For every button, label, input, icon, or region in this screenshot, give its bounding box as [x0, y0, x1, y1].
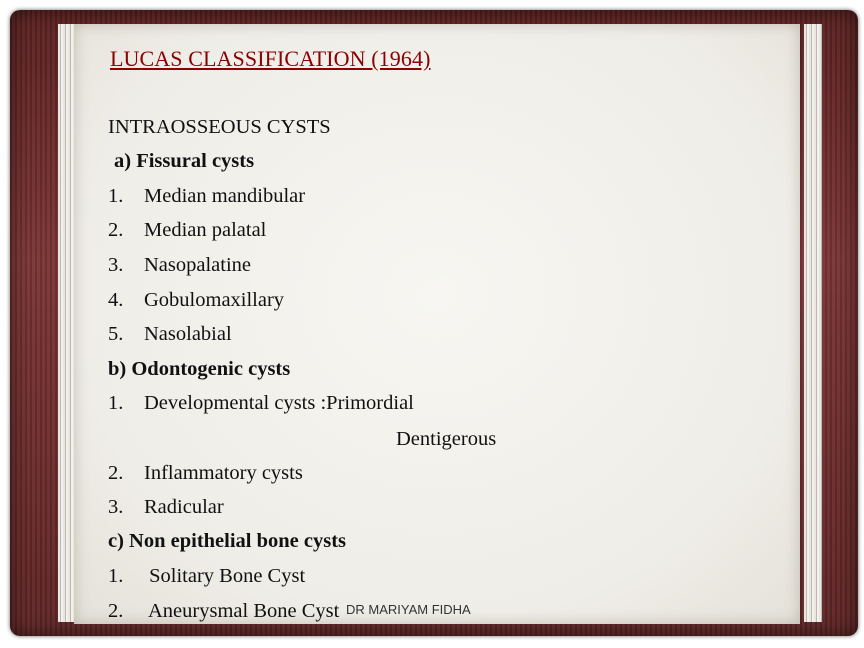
- list-item: 1. Solitary Bone Cyst: [108, 565, 306, 587]
- paper-edge-right: [804, 24, 822, 622]
- list-item: 4. Gobulomaxillary: [108, 289, 285, 311]
- section-b-heading: b) Odontogenic cysts: [108, 358, 291, 380]
- section-a-heading: a) Fissural cysts: [114, 150, 255, 172]
- author-watermark: DR MARIYAM FIDHA: [346, 602, 471, 617]
- list-item: 3. Nasopalatine: [108, 254, 252, 276]
- slide-paper: [74, 24, 800, 624]
- list-item: 3. Radicular: [108, 496, 224, 518]
- list-item-continuation: Dentigerous: [396, 428, 497, 450]
- list-item: 1. Developmental cysts :Primordial: [108, 392, 414, 414]
- list-item: 2. Median palatal: [108, 219, 267, 241]
- slide-frame: [10, 10, 858, 636]
- section-c-heading: c) Non epithelial bone cysts: [108, 530, 347, 552]
- slide-title: LUCAS CLASSIFICATION (1964): [110, 46, 431, 71]
- list-item: 1. Median mandibular: [108, 185, 306, 207]
- list-item: 2. Aneurysmal Bone Cyst: [108, 600, 340, 622]
- heading-intraosseous: INTRAOSSEOUS CYSTS: [108, 116, 331, 138]
- list-item: 5. Nasolabial: [108, 323, 232, 345]
- list-item: 2. Inflammatory cysts: [108, 462, 303, 484]
